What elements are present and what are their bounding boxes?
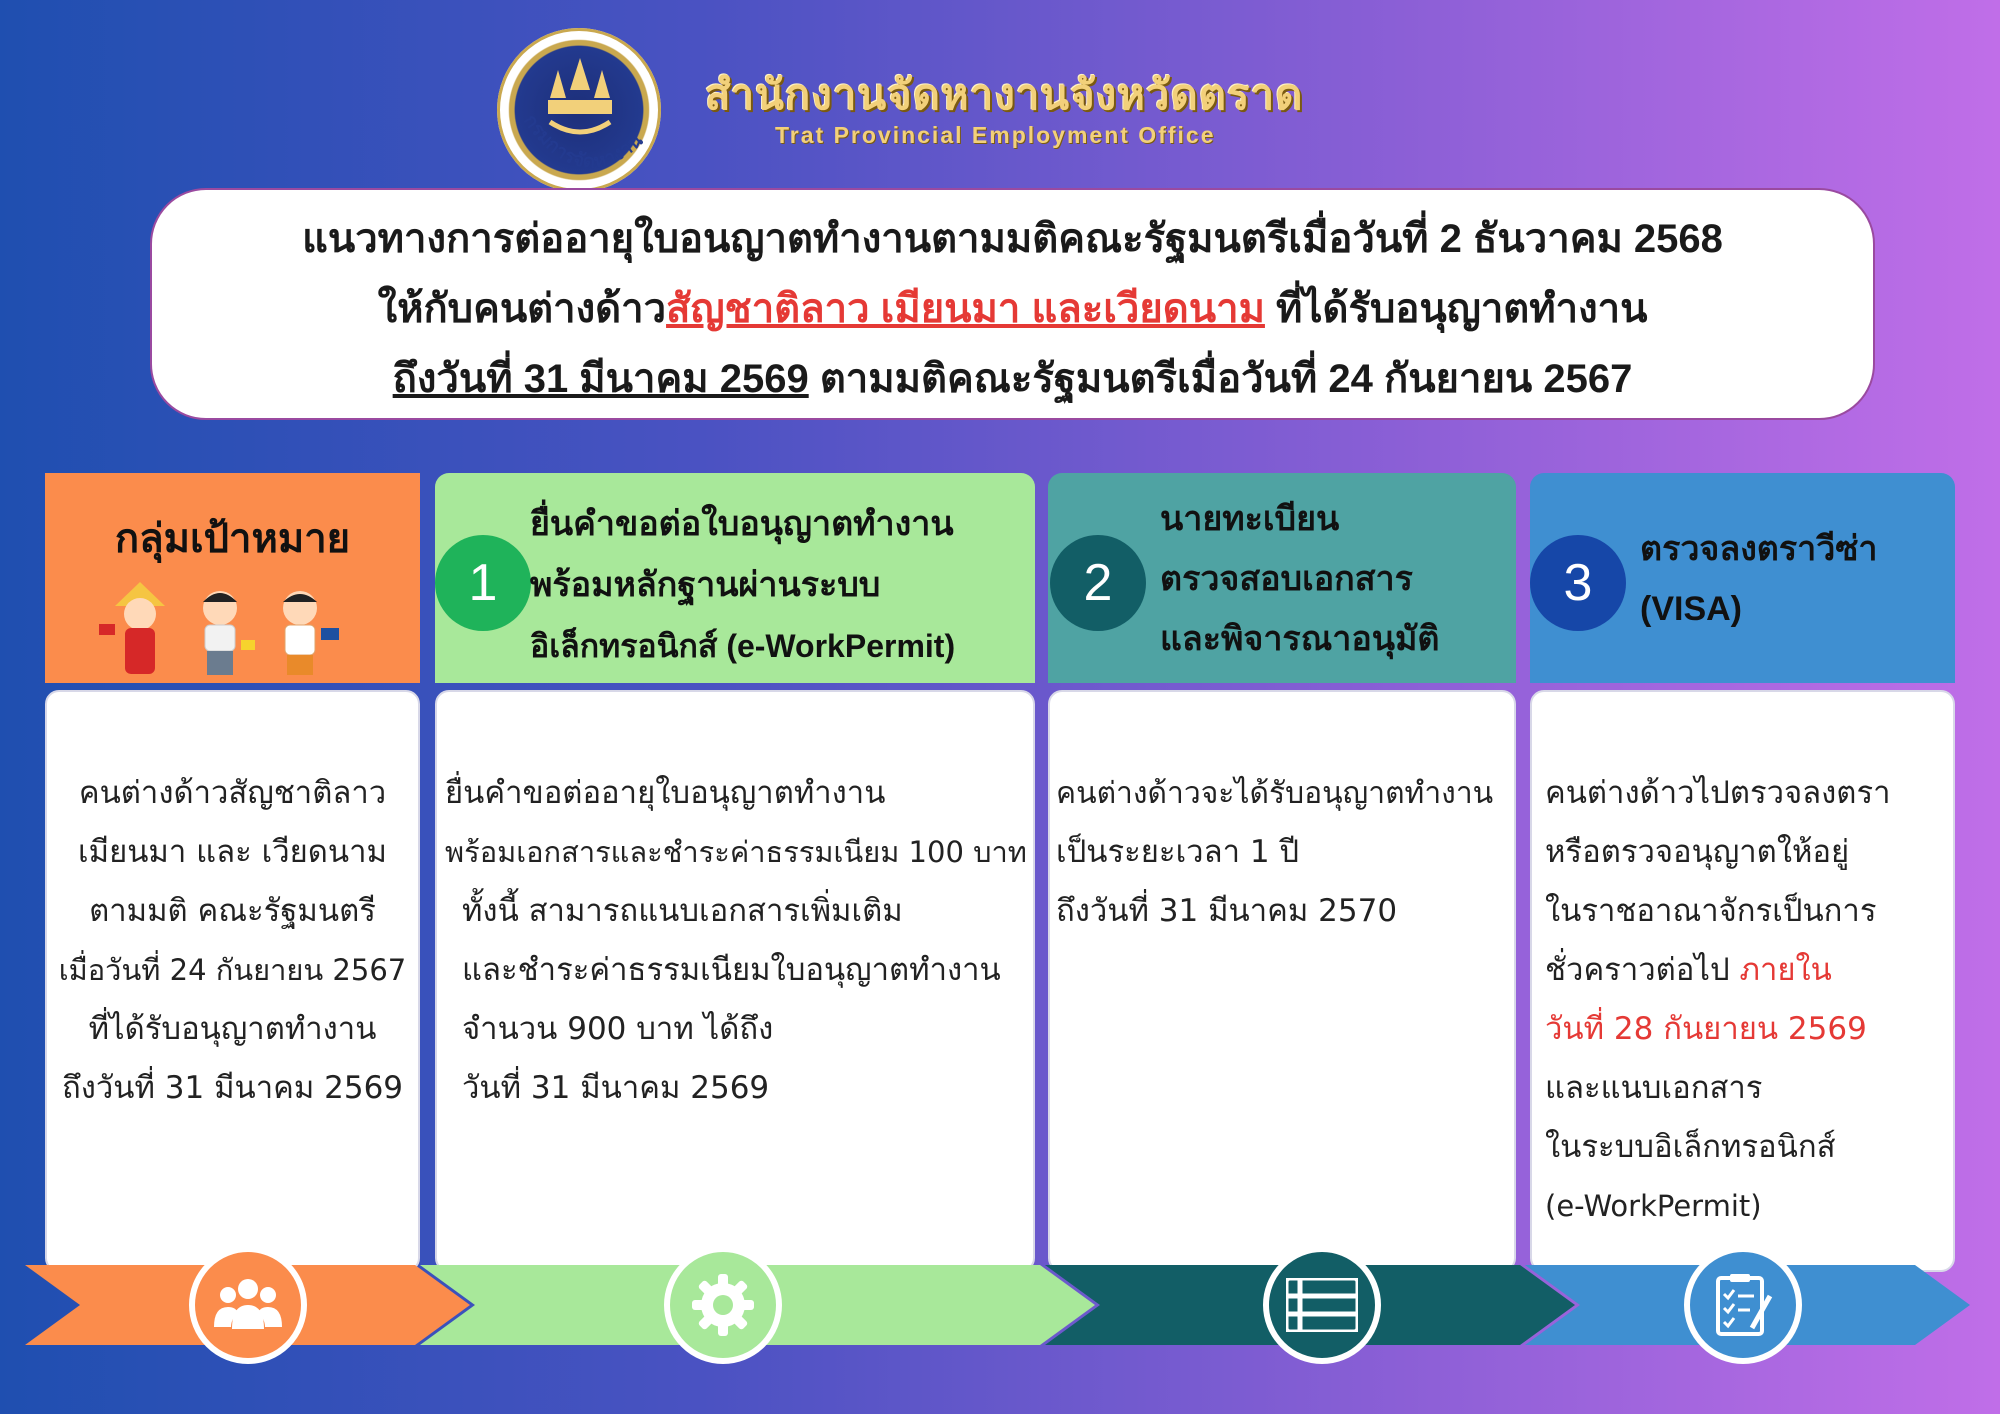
target-group-title: กลุ่มเป้าหมาย (114, 517, 351, 561)
banner-line-2-post: ที่ได้รับอนุญาตทำงาน (1264, 287, 1648, 331)
banner-line-1: แนวทางการต่ออายุใบอนญาตทำงานตามมติคณะรัฐมนตรีเมื่อวันที่ 2 ธันวาคม 2568 (302, 217, 1723, 261)
step-3-text-line-8: (e-WorkPermit) (1545, 1189, 1762, 1223)
step-1-text-line-2: พร้อมเอกสารและชำระค่าธรรมเนียม 100 บาท (445, 835, 1027, 869)
step-3-deadline-part-1: ภายใน (1739, 952, 1832, 988)
step-2-text-line-3: ถึงวันที่ 31 มีนาคม 2570 (1056, 893, 1398, 929)
step-1-title-line-3: อิเล็กทรอนิกส์ (e-WorkPermit) (530, 628, 956, 664)
gear-icon (690, 1272, 756, 1338)
step-1-text-line-1: ยื่นคำขอต่ออายุใบอนุญาตทำงาน (445, 775, 886, 811)
list-icon (1286, 1278, 1358, 1332)
banner-line-3-post: ตามมติคณะรัฐมนตรีเมื่อวันที่ 24 กันยายน 2567 (808, 357, 1633, 401)
svg-text:กรมการจัดหางาน: กรมการจัดหางาน (518, 110, 647, 173)
step-2-text-line-1: คนต่างด้าวจะได้รับอนุญาตทำงาน (1056, 776, 1494, 811)
target-text-line-5: ที่ได้รับอนุญาตทำงาน (88, 1011, 377, 1047)
banner-nationalities: สัญชาติลาว เมียนมา และเวียดนาม (666, 287, 1265, 331)
step-3-number: 3 (1530, 535, 1626, 631)
step-2-text-line-2: เป็นระยะเวลา 1 ปี (1056, 834, 1300, 870)
banner-line-2-pre: ให้กับคนต่างด้าว (377, 287, 667, 331)
step-2-number: 2 (1050, 535, 1146, 631)
step-1-text-line-3: ทั้งนี้ สามารถแนบเอกสารเพิ่มเติม (462, 893, 903, 929)
step-3-text-line-1: คนต่างด้าวไปตรวจลงตรา (1545, 775, 1891, 811)
people-icon (214, 1273, 282, 1337)
step-3-text-line-2: หรือตรวจอนุญาตให้อยู่ (1545, 834, 1850, 870)
target-text-line-2: เมียนมา และ เวียดนาม (78, 834, 387, 870)
step-3-text-line-3: ในราชอาณาจักรเป็นการ (1545, 893, 1877, 929)
banner-deadline: ถึงวันที่ 31 มีนาคม 2569 (392, 357, 809, 401)
step-3-text-line-4-pre: ชั่วคราวต่อไป (1545, 952, 1740, 988)
step-1-number: 1 (435, 535, 531, 631)
step-3-text-line-7: ในระบบอิเล็กทรอนิกส์ (1545, 1129, 1836, 1165)
office-name-thai: สำนักงานจัดหางานจังหวัดตราด (705, 71, 1304, 118)
step-3-text-line-4 (1545, 941, 1832, 1000)
step-3-text-line-6: และแนบเอกสาร (1545, 1070, 1763, 1106)
step-2-title-line-1: นายทะเบียน (1160, 500, 1340, 538)
step-1-text-line-6: วันที่ 31 มีนาคม 2569 (462, 1070, 770, 1106)
step-1-title-line-1: ยื่นคำขอต่อใบอนุญาตทำงาน (530, 505, 954, 543)
target-text-line-1: คนต่างด้าวสัญชาติลาว (78, 775, 387, 811)
workers-illustration-icon (95, 570, 355, 680)
target-text-line-4: เมื่อวันที่ 24 กันยายน 2567 (58, 953, 407, 987)
step-3-title-line-2: (VISA) (1640, 590, 1742, 628)
step-1-title-line-2: พร้อมหลักฐานผ่านระบบ (530, 566, 881, 604)
step-1-text-line-4: และชำระค่าธรรมเนียมใบอนุญาตทำงาน (462, 952, 1001, 988)
step-1-text-line-5: จำนวน 900 บาท ได้ถึง (462, 1011, 774, 1047)
banner-line-2 (150, 276, 1875, 340)
step-2-title-line-3: และพิจารณาอนุมัติ (1160, 620, 1440, 658)
checklist-icon (1714, 1272, 1774, 1338)
step-3-title-line-1: ตรวจลงตราวีซ่า (1640, 530, 1878, 568)
step-2-title-line-2: ตรวจสอบเอกสาร (1160, 560, 1413, 598)
step-3-deadline-part-2: วันที่ 28 กันยายน 2569 (1545, 1011, 1867, 1047)
office-name-english: Trat Provincial Employment Office (775, 122, 1216, 148)
banner-line-3 (150, 346, 1875, 410)
seal-text (505, 100, 665, 190)
target-text-line-3: ตามมติ คณะรัฐมนตรี (89, 893, 376, 929)
target-text-line-6: ถึงวันที่ 31 มีนาคม 2569 (61, 1070, 404, 1106)
